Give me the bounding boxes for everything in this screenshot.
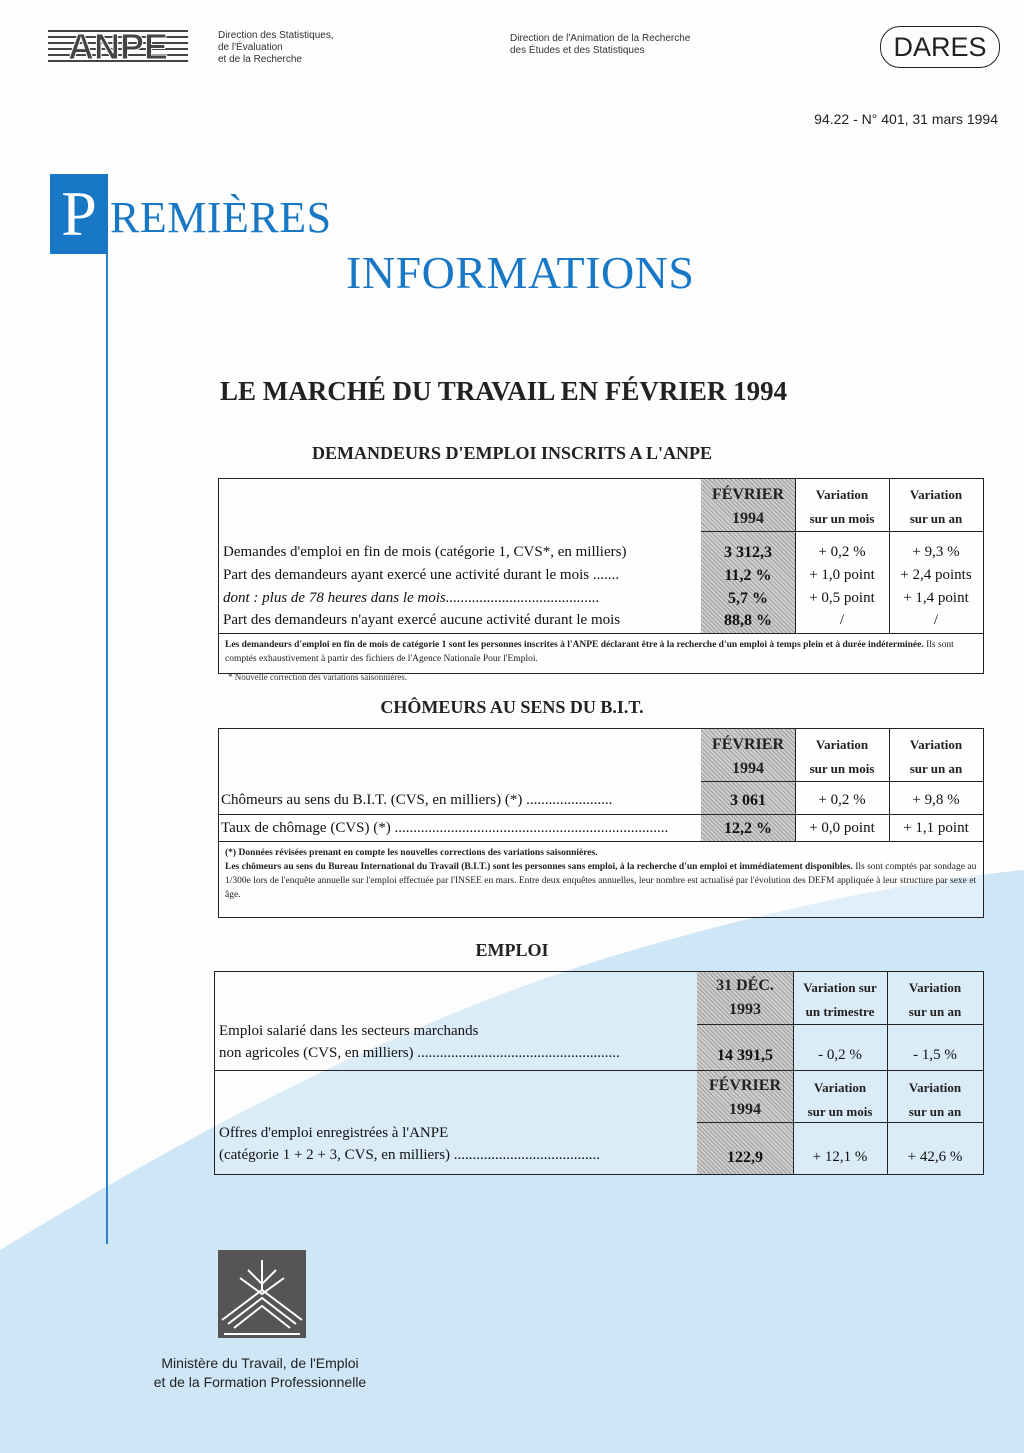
row-label: Taux de chômage (CVS) (*) ......................................................................... — [221, 820, 669, 836]
section1-title: DEMANDEURS D'EMPLOI INSCRITS A L'ANPE — [311, 443, 713, 463]
row-value: 12,2 % — [724, 820, 772, 837]
row-label: Part des demandeurs ayant exercé une activité durant le mois ....... — [223, 567, 620, 583]
row-label: dont : plus de 78 heures dans le mois......................................... — [223, 590, 600, 606]
dares-badge: DARES — [880, 26, 1000, 68]
section3-title: EMPLOI — [475, 940, 549, 960]
section1-note: Les demandeurs d'emploi en fin de mois de catégorie 1 sont les personnes inscrites à l'ANPE déclarant être à la recherche d'un emploi à temps plein et à durée indéterminée. Ils sont comptés exhaustivement à partir des fichiers de l'Agence Nationale Pour l'Emploi. — [225, 640, 954, 664]
row-year: + 9,3 % — [912, 544, 960, 560]
section2-title: CHÔMEURS AU SENS DU B.I.T. — [380, 697, 644, 717]
row-value: 122,9 — [727, 1149, 763, 1166]
row-label: Offres d'emploi enregistrées à l'ANPE (catégorie 1 + 2 + 3, CVS, en milliers) ....................................... — [219, 1125, 601, 1163]
row-value: 88,8 % — [724, 612, 772, 629]
center-org: Direction de l'Animation de la Recherche des Études et des Statistiques — [510, 33, 691, 56]
col-month: Variation sur un mois — [807, 1080, 873, 1119]
col-quarter: Variation sur un trimestre — [803, 980, 877, 1019]
row-year: - 1,5 % — [913, 1047, 957, 1063]
row-year: + 42,6 % — [907, 1149, 963, 1165]
row-year: / — [933, 612, 939, 628]
left-org: Direction des Statistiques, de l'Évaluation et de la Recherche — [218, 30, 334, 65]
section3-table — [214, 971, 984, 1175]
row-month: + 0,0 point — [809, 820, 875, 836]
ministry-name: Ministère du Travail, de l'Emploi et de la Formation Professionnelle — [153, 1355, 367, 1390]
section1-footnote: * Nouvelle correction des variations saisonnières. — [228, 672, 407, 682]
row-month: + 0,2 % — [818, 544, 866, 560]
section2-table — [218, 728, 984, 918]
row-month: / — [839, 612, 845, 628]
page-title: LE MARCHÉ DU TRAVAIL EN FÉVRIER 1994 — [220, 376, 788, 406]
row-year: + 1,1 point — [903, 820, 969, 836]
row-month: + 12,1 % — [812, 1149, 868, 1165]
col-period: FÉVRIER 1994 — [708, 1077, 781, 1118]
anpe-logo — [48, 26, 188, 66]
row-value: 14 391,5 — [717, 1047, 773, 1064]
col-year: Variation sur un an — [908, 1080, 962, 1119]
row-year: + 1,4 point — [903, 590, 969, 606]
row-label: Chômeurs au sens du B.I.T. (CVS, en milliers) (*) ....................... — [221, 792, 613, 808]
masthead-line2: INFORMATIONS — [346, 247, 695, 298]
row-label: Part des demandeurs n'ayant exercé aucune activité durant le mois — [223, 612, 621, 628]
section1-table — [218, 478, 984, 674]
issue-number: 94.22 - N° 401, 31 mars 1994 — [814, 111, 998, 127]
ministry-logo — [218, 1250, 306, 1338]
col-month: Variation sur un mois — [809, 737, 875, 776]
row-month: + 0,2 % — [818, 792, 866, 808]
row-year: + 9,8 % — [912, 792, 960, 808]
masthead-line1: REMIÈRES — [110, 193, 332, 242]
col-period: 31 DÉC. 1993 — [716, 977, 774, 1018]
row-value: 3 312,3 — [724, 544, 772, 561]
col-year: Variation sur un an — [909, 487, 963, 526]
col-year: Variation sur un an — [908, 980, 962, 1019]
row-month: + 1,0 point — [809, 567, 875, 583]
row-value: 11,2 % — [724, 567, 772, 584]
masthead-rule — [106, 254, 108, 1244]
col-period: FÉVRIER 1994 — [711, 736, 784, 777]
section2-note1: (*) Données révisées prenant en compte les nouvelles corrections des variations saisonnières. — [225, 848, 598, 858]
col-month: Variation sur un mois — [809, 487, 875, 526]
masthead-initial-box: P — [50, 174, 108, 254]
row-value: 5,7 % — [728, 590, 768, 607]
row-quarter: - 0,2 % — [818, 1047, 862, 1063]
col-period: FÉVRIER 1994 — [711, 486, 784, 527]
anpe-logo-text: ANPE — [67, 26, 169, 66]
row-label: Emploi salarié dans les secteurs marchands non agricoles (CVS, en milliers) ...................................................... — [219, 1023, 620, 1061]
row-month: + 0,5 point — [809, 590, 875, 606]
section2-note2: Les chômeurs au sens du Bureau International du Travail (B.I.T.) sont les personnes sans emploi, à la recherche d'un emploi et immédiatement disponibles. Ils sont comptés par sondage au 1/300e lors de l'enquête annuelle sur l'emploi effectuée par l'INSEE en mars. Entre deux enquêtes annuelles, leur nombre est actualisé par l'évolution des DEFM appliquée à leur structure par sexe et âge. — [225, 862, 977, 900]
row-label: Demandes d'emploi en fin de mois (catégorie 1, CVS*, en milliers) — [223, 544, 627, 560]
row-year: + 2,4 points — [900, 567, 972, 583]
col-year: Variation sur un an — [909, 737, 963, 776]
row-value: 3 061 — [730, 792, 766, 809]
